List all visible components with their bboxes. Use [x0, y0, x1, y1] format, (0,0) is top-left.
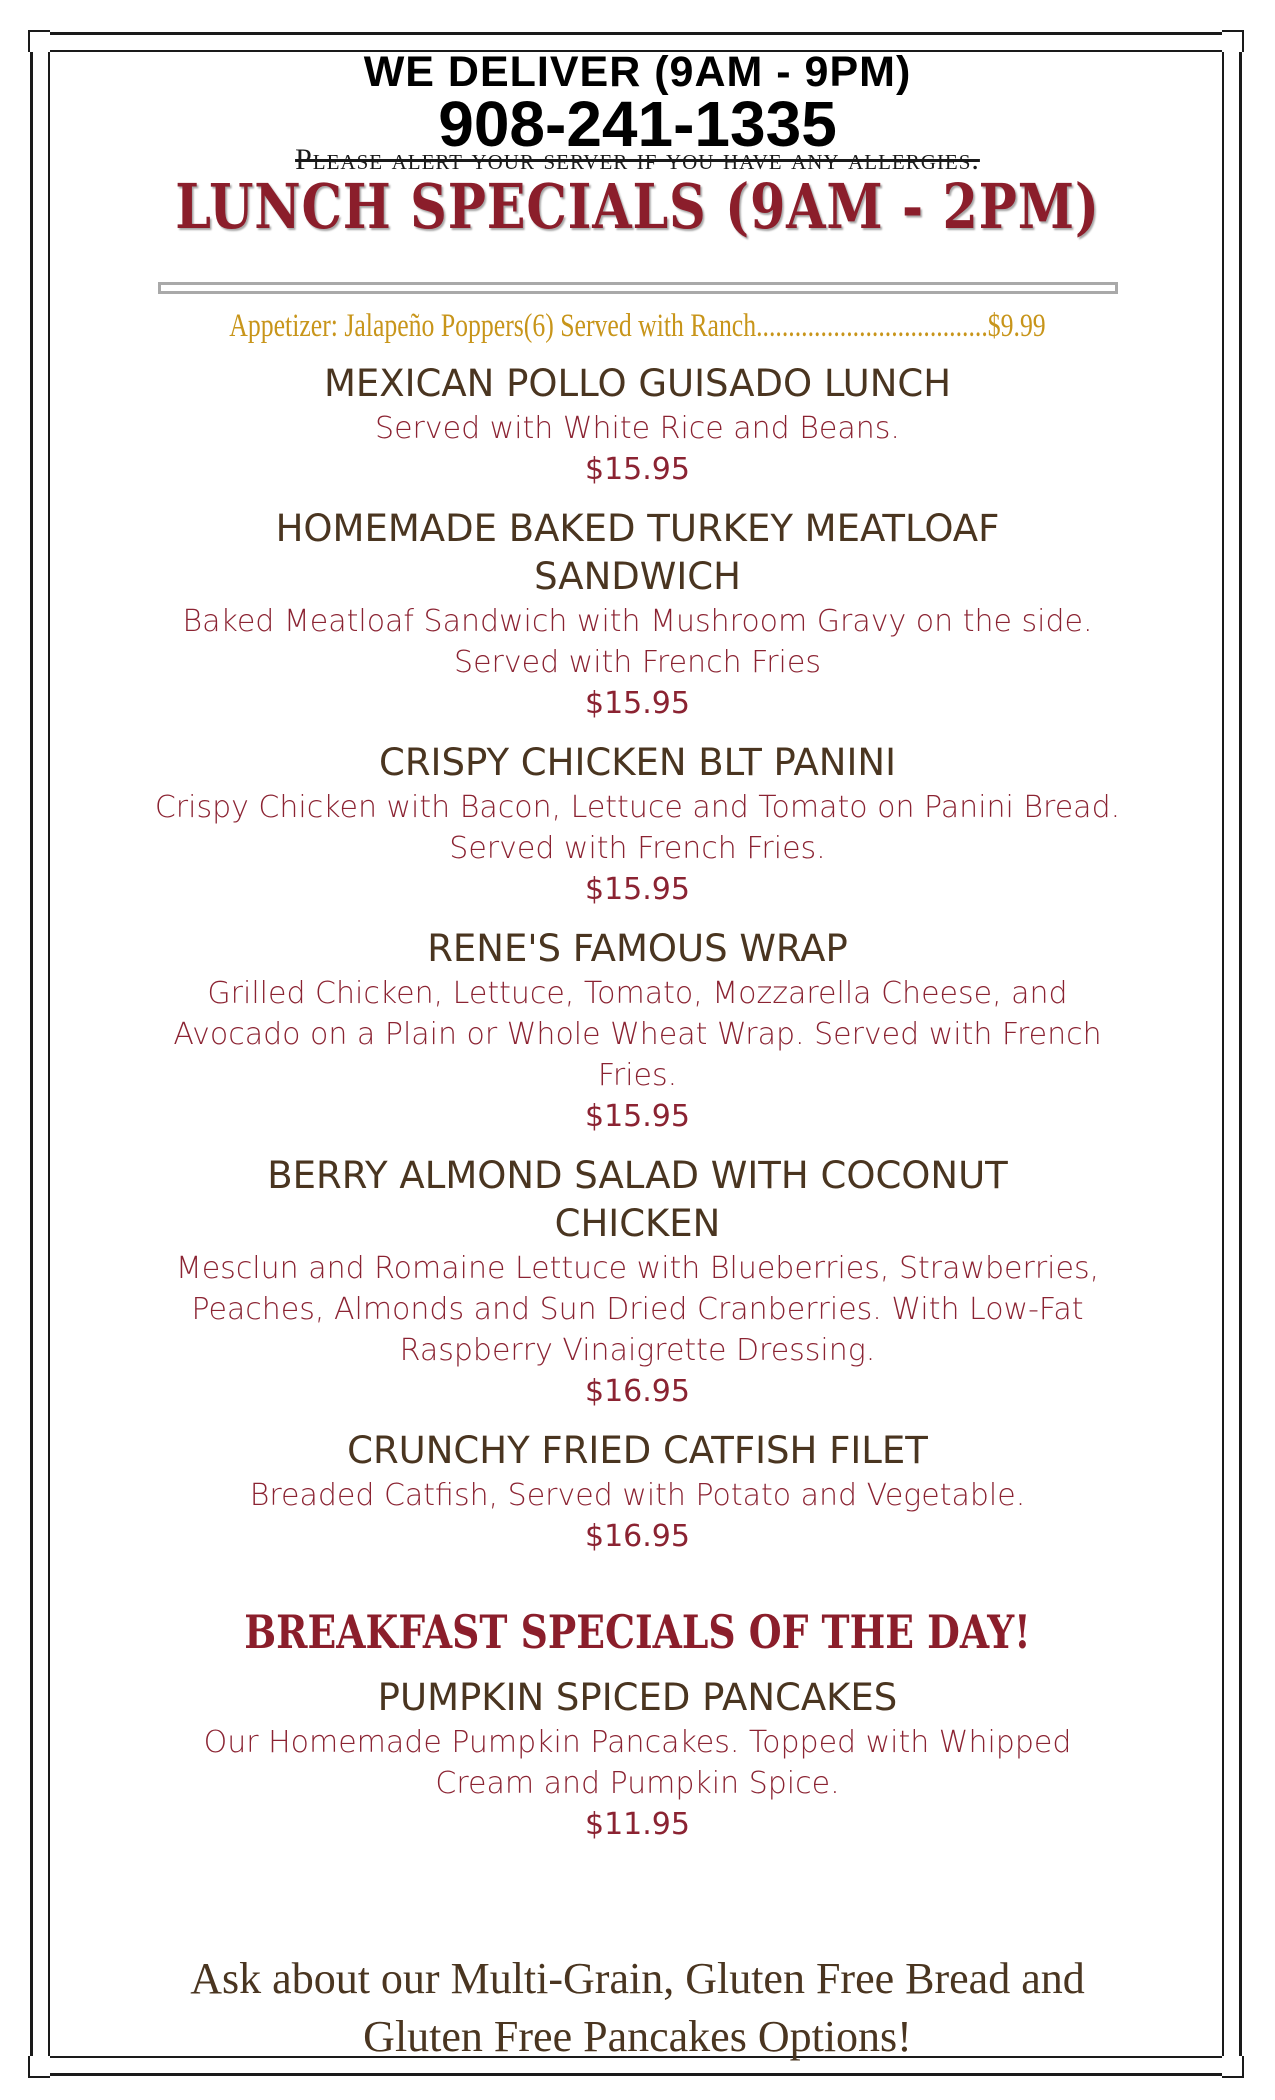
item-description: Mesclun and Romaine Lettuce with Blueberries, Strawberries, Peaches, Almonds and Sun Dried Cranberries. With Low-Fat Raspberry Vinaigrette Dressing. — [175, 1251, 1100, 1368]
item-name: PUMPKIN SPICED PANCAKES — [377, 1676, 898, 1719]
item-name: BERRY ALMOND SALAD WITH COCONUT CHICKEN — [267, 1154, 1008, 1245]
border-corner — [1222, 2056, 1244, 2078]
item-price: $16.95 — [585, 1374, 690, 1409]
item-price: $15.95 — [585, 452, 690, 487]
divider — [158, 282, 1118, 294]
footer-line: Ask about our Multi-Grain, Gluten Free Bread and — [190, 1954, 1085, 2003]
border-corner — [28, 2056, 50, 2078]
phone-number: 908-241-1335 — [438, 88, 837, 160]
menu-content — [70, 50, 1205, 1846]
lunch-specials-title: LUNCH SPECIALS (9AM - 2PM) — [175, 170, 1100, 243]
gluten-free-notice — [70, 1950, 1205, 2066]
menu-item — [70, 1427, 1205, 1558]
item-name: CRUNCHY FRIED CATFISH FILET — [347, 1429, 928, 1472]
item-price: $15.95 — [585, 686, 690, 721]
border-corner — [28, 30, 50, 52]
item-price: $16.95 — [585, 1519, 690, 1554]
allergy-notice: Please alert your server if you have any allergies. — [295, 143, 980, 176]
item-name: RENE'S FAMOUS WRAP — [427, 927, 848, 970]
menu-item — [70, 1674, 1205, 1846]
menu-item — [70, 925, 1205, 1138]
menu-item — [70, 505, 1205, 725]
border-corner — [1222, 30, 1244, 52]
item-price: $15.95 — [585, 872, 690, 907]
item-description: Served with White Rice and Beans. — [375, 411, 900, 446]
item-description: Baked Meatloaf Sandwich with Mushroom Gravy on the side. Served with French Fries — [182, 604, 1093, 680]
item-name: CRISPY CHICKEN BLT PANINI — [379, 741, 896, 784]
menu-item — [70, 739, 1205, 911]
item-price: $11.95 — [585, 1807, 690, 1842]
item-description: Breaded Catfish, Served with Potato and Vegetable. — [249, 1478, 1026, 1513]
item-description: Our Homemade Pumpkin Pancakes. Topped with Whipped Cream and Pumpkin Spice. — [203, 1725, 1072, 1801]
appetizer-line: Appetizer: Jalapeño Poppers(6) Served with Ranch....................................$9.99 — [229, 308, 1046, 344]
item-description: Grilled Chicken, Lettuce, Tomato, Mozzarella Cheese, and Avocado on a Plain or Whole Wheat Wrap. Served with French Fries. — [173, 976, 1102, 1093]
delivery-hours: WE DELIVER (9AM - 9PM) — [363, 48, 912, 96]
item-description: Crispy Chicken with Bacon, Lettuce and Tomato on Panini Bread. Served with French Fries. — [154, 790, 1121, 866]
item-name: MEXICAN POLLO GUISADO LUNCH — [323, 362, 952, 405]
footer-line: Gluten Free Pancakes Options! — [363, 2012, 912, 2061]
item-price: $15.95 — [585, 1099, 690, 1134]
breakfast-specials-title: BREAKFAST SPECIALS OF THE DAY! — [244, 1605, 1031, 1659]
menu-item — [70, 1152, 1205, 1413]
item-name: HOMEMADE BAKED TURKEY MEATLOAF SANDWICH — [275, 507, 1000, 598]
menu-item — [70, 360, 1205, 491]
